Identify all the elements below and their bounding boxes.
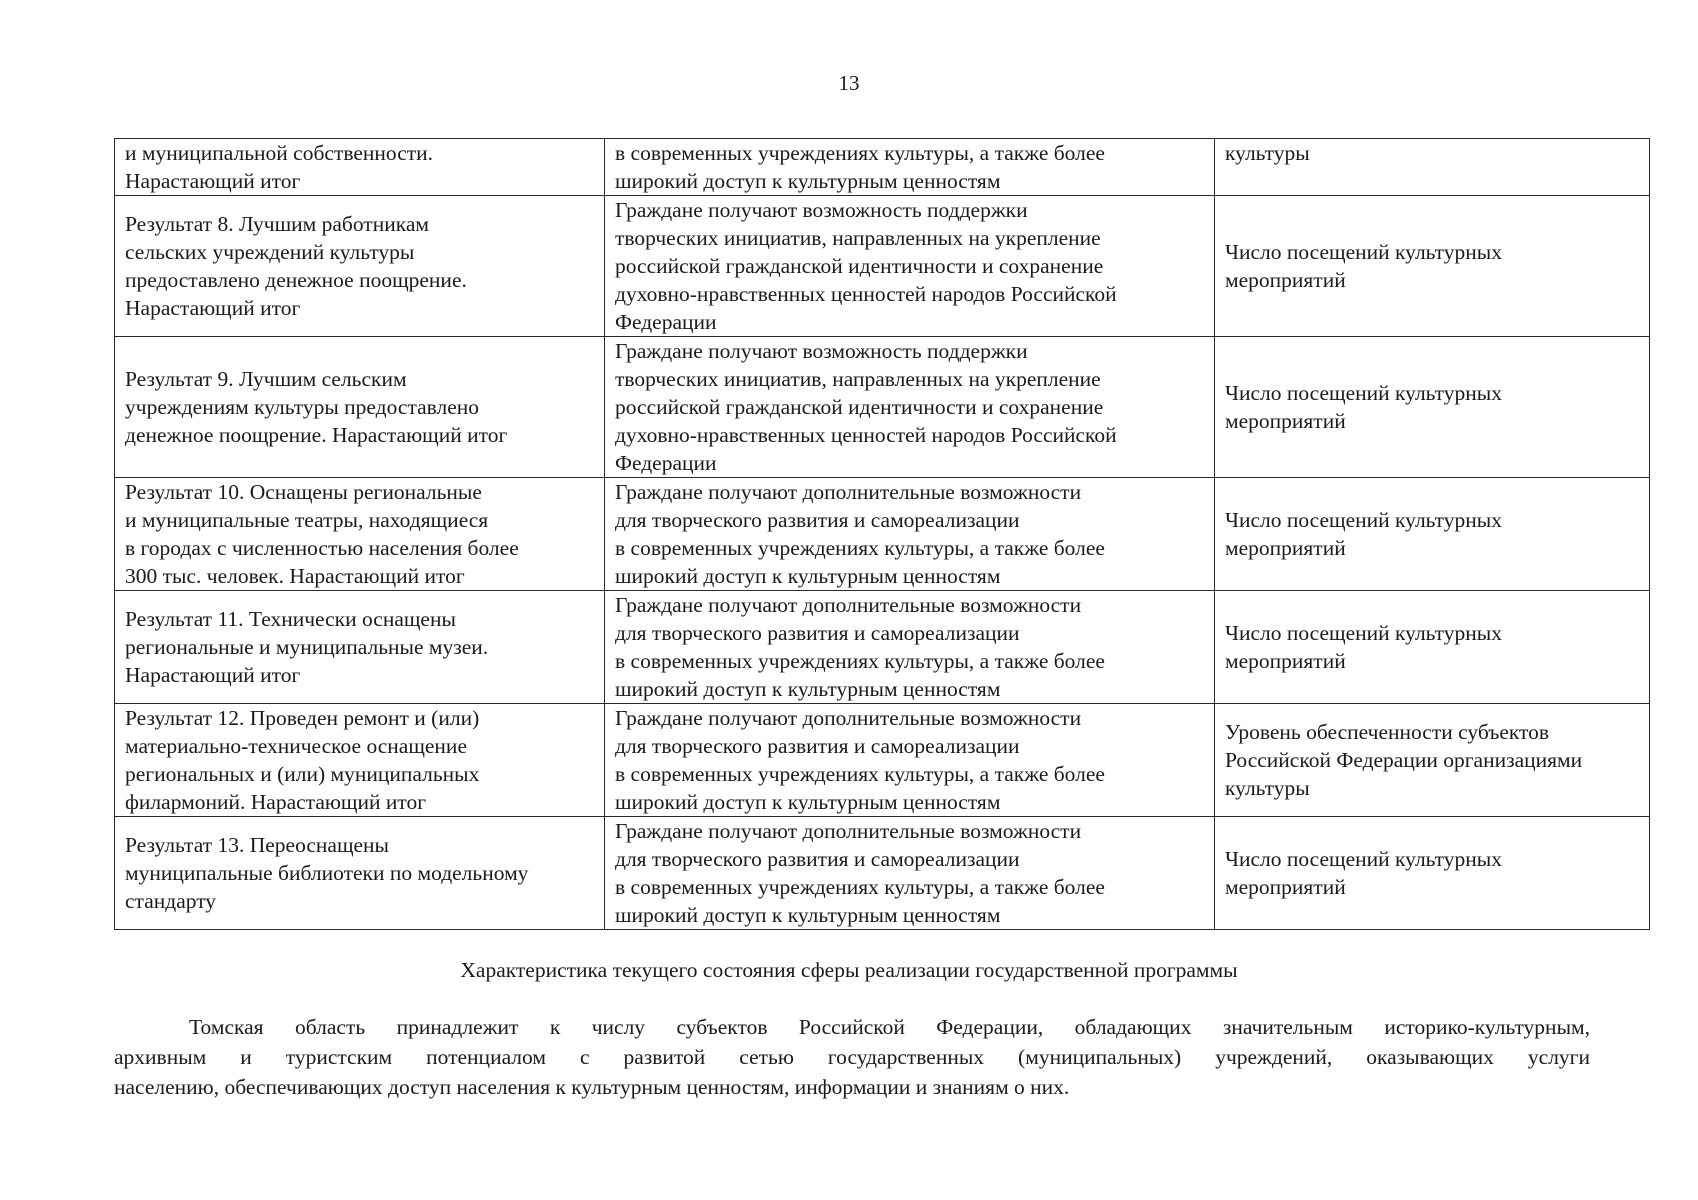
effect-line: для творческого развития и самореализации bbox=[615, 621, 1020, 645]
effect-line: Граждане получают возможность поддержки bbox=[615, 198, 1028, 222]
indicator-line: Число посещений культурных bbox=[1225, 508, 1502, 532]
results-table-body bbox=[115, 139, 1650, 930]
indicator-line: Число посещений культурных bbox=[1225, 621, 1502, 645]
table-row bbox=[115, 337, 1650, 478]
paragraph-line: архивным и туристским потенциалом с развитой сетью государственных (муниципальных) учреждений, оказывающих услуги bbox=[114, 1045, 1590, 1069]
paragraph-line: Томская область принадлежит к числу субъектов Российской Федерации, обладающих значительным историко-культурным, bbox=[189, 1015, 1590, 1039]
effect-line: широкий доступ к культурным ценностям bbox=[615, 677, 1001, 701]
effect-line: творческих инициатив, направленных на укрепление bbox=[615, 226, 1101, 250]
effect-line: российской гражданской идентичности и сохранение bbox=[615, 254, 1104, 278]
result-line: в городах с численностью населения более bbox=[125, 536, 519, 560]
effect-line: в современных учреждениях культуры, а также более bbox=[615, 536, 1105, 560]
indicator-line: мероприятий bbox=[1225, 875, 1346, 899]
effect-cell bbox=[605, 196, 1215, 337]
result-line: и муниципальные театры, находящиеся bbox=[125, 508, 489, 532]
effect-line: широкий доступ к культурным ценностям bbox=[615, 169, 1001, 193]
result-line: Результат 11. Технически оснащены bbox=[125, 607, 456, 631]
table-row bbox=[115, 478, 1650, 591]
effect-cell bbox=[605, 591, 1215, 704]
indicator-line: Российской Федерации организациями bbox=[1225, 748, 1583, 772]
effect-cell bbox=[605, 478, 1215, 591]
indicator-cell bbox=[1215, 337, 1650, 478]
indicator-cell bbox=[1215, 196, 1650, 337]
effect-line: Граждане получают дополнительные возможности bbox=[615, 819, 1082, 843]
result-line: и муниципальной собственности. bbox=[125, 141, 434, 165]
table-row bbox=[115, 817, 1650, 930]
result-cell bbox=[115, 139, 605, 196]
result-cell bbox=[115, 591, 605, 704]
result-cell bbox=[115, 337, 605, 478]
result-line: Нарастающий итог bbox=[125, 296, 301, 320]
result-line: Результат 12. Проведен ремонт и (или) bbox=[125, 706, 480, 730]
effect-line: Граждане получают дополнительные возможности bbox=[615, 593, 1082, 617]
result-cell bbox=[115, 704, 605, 817]
result-line: Результат 8. Лучшим работникам bbox=[125, 212, 429, 236]
effect-cell bbox=[605, 704, 1215, 817]
indicator-line: культуры bbox=[1225, 776, 1310, 800]
result-line: филармоний. Нарастающий итог bbox=[125, 790, 427, 814]
indicator-line: Число посещений культурных bbox=[1225, 381, 1502, 405]
indicator-line: мероприятий bbox=[1225, 649, 1346, 673]
indicator-cell bbox=[1215, 139, 1650, 196]
effect-cell bbox=[605, 139, 1215, 196]
effect-line: Граждане получают дополнительные возможности bbox=[615, 706, 1082, 730]
result-line: стандарту bbox=[125, 889, 217, 913]
section-heading: Характеристика текущего состояния сферы реализации государственной программы bbox=[460, 958, 1238, 982]
result-line: учреждениям культуры предоставлено bbox=[125, 395, 480, 419]
result-line: Результат 13. Переоснащены bbox=[125, 833, 389, 857]
result-line: Нарастающий итог bbox=[125, 169, 301, 193]
result-line: Результат 9. Лучшим сельским bbox=[125, 367, 407, 391]
effect-line: российской гражданской идентичности и сохранение bbox=[615, 395, 1104, 419]
effect-line: для творческого развития и самореализации bbox=[615, 847, 1020, 871]
effect-line: Граждане получают дополнительные возможности bbox=[615, 480, 1082, 504]
effect-line: духовно-нравственных ценностей народов Российской bbox=[615, 282, 1117, 306]
effect-line: творческих инициатив, направленных на укрепление bbox=[615, 367, 1101, 391]
indicator-line: мероприятий bbox=[1225, 268, 1346, 292]
table-row bbox=[115, 591, 1650, 704]
result-line: муниципальные библиотеки по модельному bbox=[125, 861, 529, 885]
indicator-cell bbox=[1215, 817, 1650, 930]
effect-line: Федерации bbox=[615, 451, 717, 475]
page-number: 13 bbox=[838, 71, 860, 95]
result-line: предоставлено денежное поощрение. bbox=[125, 268, 467, 292]
table-row bbox=[115, 704, 1650, 817]
result-line: денежное поощрение. Нарастающий итог bbox=[125, 423, 508, 447]
effect-line: духовно-нравственных ценностей народов Российской bbox=[615, 423, 1117, 447]
result-cell bbox=[115, 478, 605, 591]
result-line: региональные и муниципальные музеи. bbox=[125, 635, 489, 659]
effect-line: в современных учреждениях культуры, а также более bbox=[615, 762, 1105, 786]
table-row bbox=[115, 139, 1650, 196]
effect-line: для творческого развития и самореализации bbox=[615, 734, 1020, 758]
effect-line: в современных учреждениях культуры, а также более bbox=[615, 141, 1105, 165]
effect-line: для творческого развития и самореализации bbox=[615, 508, 1020, 532]
indicator-line: мероприятий bbox=[1225, 536, 1346, 560]
effect-line: в современных учреждениях культуры, а также более bbox=[615, 649, 1105, 673]
result-line: материально-техническое оснащение bbox=[125, 734, 467, 758]
result-line: 300 тыс. человек. Нарастающий итог bbox=[125, 564, 465, 588]
indicator-cell bbox=[1215, 704, 1650, 817]
effect-line: широкий доступ к культурным ценностям bbox=[615, 790, 1001, 814]
indicator-cell bbox=[1215, 478, 1650, 591]
indicator-line: Уровень обеспеченности субъектов bbox=[1225, 720, 1550, 744]
result-cell bbox=[115, 817, 605, 930]
result-line: региональных и (или) муниципальных bbox=[125, 762, 480, 786]
result-line: Результат 10. Оснащены региональные bbox=[125, 480, 482, 504]
effect-line: в современных учреждениях культуры, а также более bbox=[615, 875, 1105, 899]
result-line: Нарастающий итог bbox=[125, 663, 301, 687]
effect-line: Граждане получают возможность поддержки bbox=[615, 339, 1028, 363]
result-line: сельских учреждений культуры bbox=[125, 240, 415, 264]
indicator-line: мероприятий bbox=[1225, 409, 1346, 433]
result-cell bbox=[115, 196, 605, 337]
table-row bbox=[115, 196, 1650, 337]
body-paragraph bbox=[114, 1012, 1590, 1102]
effect-cell bbox=[605, 337, 1215, 478]
indicator-cell bbox=[1215, 591, 1650, 704]
effect-line: Федерации bbox=[615, 310, 717, 334]
effect-cell bbox=[605, 817, 1215, 930]
indicator-line: Число посещений культурных bbox=[1225, 847, 1502, 871]
paragraph-line: населению, обеспечивающих доступ населения к культурным ценностям, информации и знаниям о них. bbox=[114, 1075, 1070, 1099]
effect-line: широкий доступ к культурным ценностям bbox=[615, 564, 1001, 588]
effect-line: широкий доступ к культурным ценностям bbox=[615, 903, 1001, 927]
results-table bbox=[114, 138, 1650, 930]
indicator-line: Число посещений культурных bbox=[1225, 240, 1502, 264]
indicator-line: культуры bbox=[1225, 141, 1310, 165]
